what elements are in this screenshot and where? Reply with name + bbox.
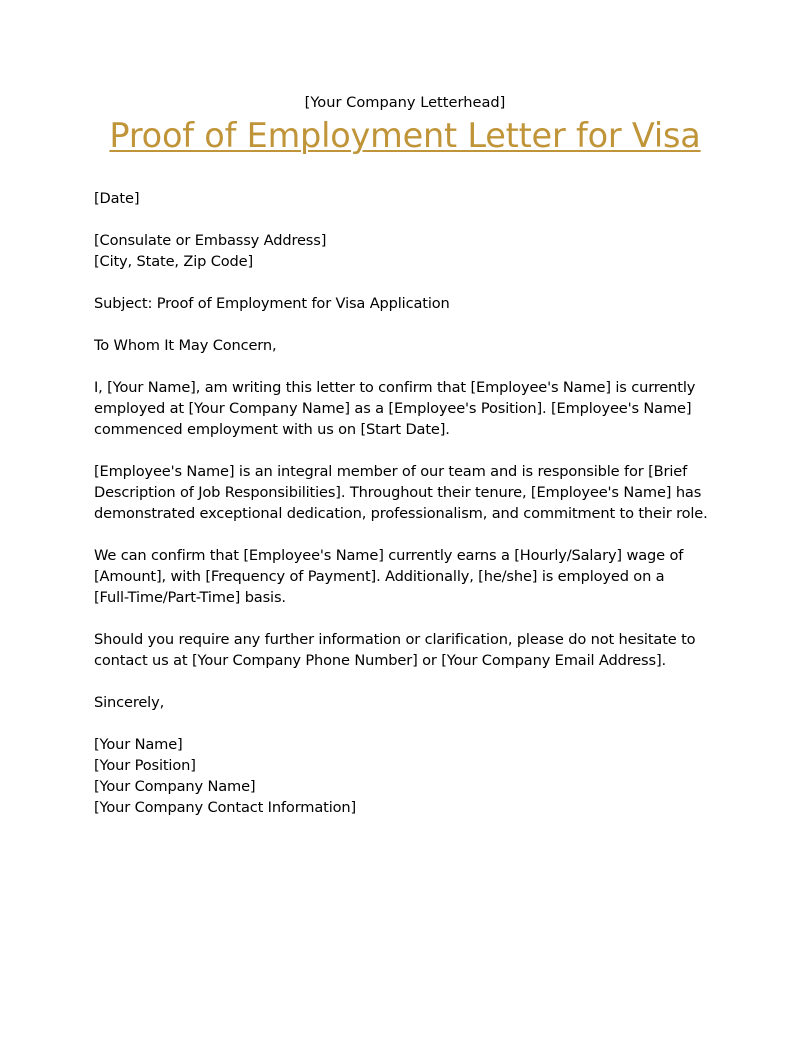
letter-subject: Subject: Proof of Employment for Visa Application <box>94 295 450 312</box>
signature-company: [Your Company Name] <box>94 778 256 795</box>
letter-body <box>94 188 734 818</box>
paragraph-line: [Employee's Name] is an integral member of our team and is responsible for [Brief <box>94 463 688 480</box>
paragraph-line: I, [Your Name], am writing this letter to confirm that [Employee's Name] is currently <box>94 379 696 396</box>
document-title: Proof of Employment Letter for Visa <box>109 116 701 155</box>
paragraph-line: Should you require any further information or clarification, please do not hesitate to <box>94 631 696 648</box>
letter-closing: Sincerely, <box>94 694 165 711</box>
signature-position: [Your Position] <box>94 757 196 774</box>
paragraph-line: employed at [Your Company Name] as a [Employee's Position]. [Employee's Name] <box>94 400 692 417</box>
recipient-address <box>94 230 734 272</box>
paragraph-line: [Amount], with [Frequency of Payment]. Additionally, [he/she] is employed on a <box>94 568 665 585</box>
paragraph-compensation <box>94 545 734 608</box>
company-letterhead: [Your Company Letterhead] <box>304 94 506 111</box>
paragraph-line: commenced employment with us on [Start Date]. <box>94 421 450 438</box>
paragraph-line: Description of Job Responsibilities]. Throughout their tenure, [Employee's Name] has <box>94 484 702 501</box>
paragraph-confirmation <box>94 377 734 440</box>
paragraph-line: [Full-Time/Part-Time] basis. <box>94 589 286 606</box>
address-line-2: [City, State, Zip Code] <box>94 253 254 270</box>
paragraph-line: contact us at [Your Company Phone Number] or [Your Company Email Address]. <box>94 652 667 669</box>
paragraph-responsibilities <box>94 461 734 524</box>
signature-block <box>94 734 734 818</box>
letter-salutation: To Whom It May Concern, <box>94 337 277 354</box>
letter-date: [Date] <box>94 190 140 207</box>
paragraph-line: demonstrated exceptional dedication, professionalism, and commitment to their role. <box>94 505 708 522</box>
address-line-1: [Consulate or Embassy Address] <box>94 232 327 249</box>
paragraph-line: We can confirm that [Employee's Name] currently earns a [Hourly/Salary] wage of <box>94 547 684 564</box>
paragraph-contact <box>94 629 734 671</box>
signature-name: [Your Name] <box>94 736 183 753</box>
signature-contact: [Your Company Contact Information] <box>94 799 357 816</box>
